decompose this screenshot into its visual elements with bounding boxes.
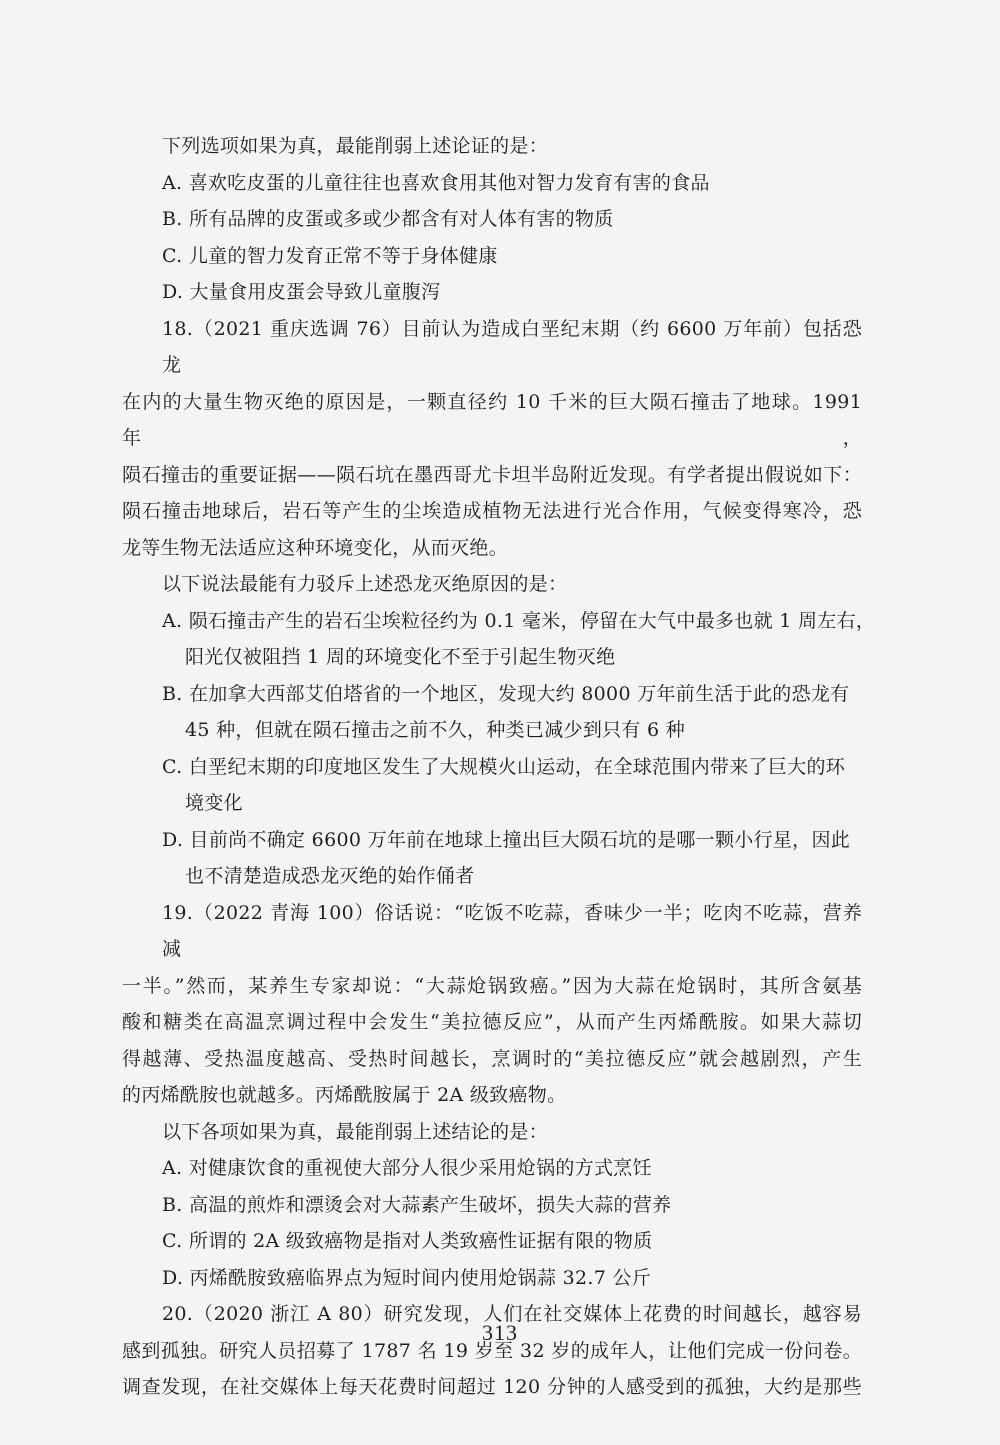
question-stem-line: 19.（2022 青海 100）俗话说：“吃饭不吃蒜，香味少一半；吃肉不吃蒜，营养减 [162,901,862,960]
option-b: B. 所有品牌的皮蛋或多或少都含有对人体有害的物质 [162,208,614,230]
option-b-continued: 45 种，但就在陨石撞击之前不久，种类已减少到只有 6 种 [185,719,686,741]
question-stem-line: 在内的大量生物灭绝的原因是，一颗直径约 10 千米的巨大陨石撞击了地球。1991 年， [122,390,862,449]
question-20 [122,1296,862,1406]
question-stem-line: 20.（2020 浙江 A 80）研究发现，人们在社交媒体上花费的时间越长，越容易 [162,1303,862,1325]
page-number: 313 [482,1320,518,1345]
option-c-continued: 境变化 [185,792,243,814]
option-b: B. 高温的煎炸和漂烫会对大蒜素产生破坏，损失大蒜的营养 [162,1193,672,1216]
question-19 [122,895,862,1297]
option-c: C. 儿童的智力发育正常不等于身体健康 [162,244,498,267]
option-d: D. 大量食用皮蛋会导致儿童腹泻 [162,281,441,303]
question-stem-line: 一半。”然而，某养生专家却说：“大蒜炝锅致癌。”因为大蒜在炝锅时，其所含氨基 [122,974,862,997]
option-b: B. 在加拿大西部艾伯塔省的一个地区，发现大约 8000 万年前生活于此的恐龙有 [162,682,850,705]
question-prompt: 以下各项如果为真，最能削弱上述结论的是： [162,1120,549,1143]
option-d-continued: 也不清楚造成恐龙灭绝的始作俑者 [185,865,475,887]
option-a: A. 喜欢吃皮蛋的儿童往往也喜欢食用其他对智力发育有害的食品 [162,171,710,194]
option-c: C. 所谓的 2A 级致癌物是指对人类致癌性证据有限的物质 [162,1230,653,1252]
question-stem-line: 的丙烯酰胺也就越多。丙烯酰胺属于 2A 级致癌物。 [122,1084,567,1106]
question-17 [122,128,862,311]
question-stem-line: 调查发现，在社交媒体上每天花费时间超过 120 分钟的人感受到的孤独，大约是那些 [122,1376,862,1398]
option-d: D. 丙烯酰胺致癌临界点为短时间内使用炝锅蒜 32.7 公斤 [162,1266,652,1289]
question-stem-line: 酸和糖类在高温烹调过程中会发生“美拉德反应”，从而产生丙烯酰胺。如果大蒜切 [122,1011,862,1033]
question-stem-line: 陨石撞击地球后，岩石等产生的尘埃造成植物无法进行光合作用，气候变得寒冷，恐 [122,500,862,522]
question-18 [122,311,876,895]
option-a: A. 陨石撞击产生的岩石尘埃粒径约为 0.1 毫米，停留在大气中最多也就 1 周左右， [162,609,876,632]
question-stem-line: 感到孤独。研究人员招募了 1787 名 19 岁至 32 岁的成年人，让他们完成一份问卷。 [122,1339,862,1362]
question-prompt: 以下说法最能有力驳斥上述恐龙灭绝原因的是： [162,573,568,595]
question-prompt: 下列选项如果为真，最能削弱上述论证的是： [162,135,549,157]
question-stem-line: 龙等生物无法适应这种环境变化，从而灭绝。 [122,536,509,559]
option-d: D. 目前尚不确定 6600 万年前在地球上撞出巨大陨石坑的是哪一颗小行星，因此 [162,828,851,851]
page-body [122,128,876,1406]
option-c: C. 白垩纪末期的印度地区发生了大规模火山运动，在全球范围内带来了巨大的环 [162,755,846,778]
question-stem-line: 得越薄、受热温度越高、受热时间越长，烹调时的“美拉德反应”就会越剧烈，产生 [122,1047,862,1070]
option-a-continued: 阳光仅被阻挡 1 周的环境变化不至于引起生物灭绝 [185,646,616,668]
question-stem-line: 陨石撞击的重要证据——陨石坑在墨西哥尤卡坦半岛附近发现。有学者提出假说如下： [122,463,862,486]
question-stem-line: 18.（2021 重庆选调 76）目前认为造成白垩纪末期（约 6600 万年前）包括恐龙 [162,317,862,376]
option-a: A. 对健康饮食的重视使大部分人很少采用炝锅的方式烹饪 [162,1157,652,1179]
